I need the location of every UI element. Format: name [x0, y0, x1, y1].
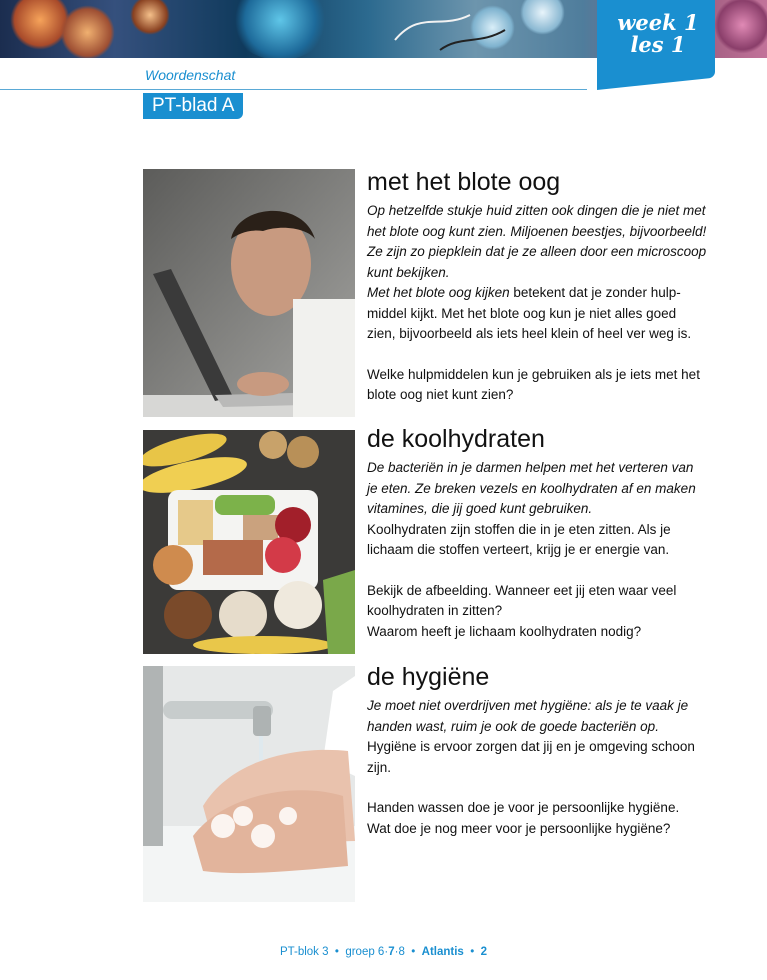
week-label: week 1 [617, 10, 699, 35]
text-line: lichaam die stoffen verteert, krijg je er energie van. [367, 542, 670, 557]
footer-group-end: 8 [398, 946, 405, 958]
text-line: Handen wassen doe je voor je persoonlijke hygiëne. [367, 800, 680, 815]
footer-separator: • [334, 946, 339, 958]
section-label: Woordenschat [145, 67, 236, 83]
text-line: Bekijk de afbeelding. Wanneer eet jij eten waar veel [367, 582, 677, 598]
text-line: blote oog niet kunt zien? [367, 387, 514, 402]
hand-washing-photo [143, 666, 355, 902]
question-text [367, 581, 727, 643]
footer-group-highlight: 7 [388, 946, 395, 958]
question-text [367, 798, 727, 839]
definition-text [367, 283, 727, 345]
entry-koolhydraten [367, 424, 727, 642]
footer-block: PT-blok 3 [279, 946, 329, 958]
context-text [367, 696, 727, 737]
text-line: zien, bijvoorbeeld als iets heel klein of heel ver weg is. [367, 326, 692, 341]
week-lesson-label [610, 12, 706, 56]
text-line: je eten. Ze breken vezels en koolhydraten af en maken [367, 480, 696, 496]
text-line: Koolhydraten zijn stoffen die in je eten zitten. Als je [367, 521, 671, 537]
text-line: Je moet niet overdrijven met hygiëne: als je te vaak je [367, 698, 689, 713]
text-line: Op hetzelfde stukje huid zitten ook dingen die je niet met [367, 203, 706, 218]
text-line: Wat doe je nog meer voor je persoonlijke hygiëne? [367, 820, 671, 836]
text-line: koolhydraten in zitten? [367, 603, 503, 618]
text-line: Ze zijn zo piepklein dat je ze alleen door een microscoop [367, 244, 707, 259]
text-line: kunt bekijken. [367, 264, 450, 280]
man-laptop-photo [143, 169, 355, 417]
page-footer: PT-blok 3 • groep 6·7·8 • Atlantis • 2 [279, 946, 488, 958]
footer-group: groep 6 [345, 946, 385, 958]
context-text [367, 201, 727, 283]
entry-heading: met het blote oog [367, 168, 561, 196]
definition-text [367, 520, 727, 561]
question-text [367, 365, 727, 406]
text-line: zijn. [367, 759, 392, 775]
context-text [367, 458, 727, 520]
footer-title: Atlantis [421, 946, 464, 958]
lesson-label: les 1 [630, 32, 686, 57]
carbohydrate-food-photo [143, 430, 355, 654]
definition-rest: betekent dat je zonder hulp- [509, 285, 681, 300]
text-line: Welke hulpmiddelen kun je gebruiken als je iets met het [367, 366, 700, 382]
header-divider [0, 89, 587, 90]
page-number: 2 [480, 946, 488, 958]
text-line [367, 283, 727, 304]
worksheet-title-badge: PT-blad A [143, 93, 243, 119]
text-line: Waarom heeft je lichaam koolhydraten nodig? [367, 623, 642, 639]
text-line: vitamines, die jij goed kunt gebruiken. [367, 501, 593, 516]
text-line: het blote oog kunt zien. Miljoenen beestjes, bijvoorbeeld! [367, 223, 707, 239]
definition-term: Met het blote oog kijken [367, 285, 510, 300]
footer-separator: • [411, 946, 416, 958]
text-line: De bacteriën in je darmen helpen met het verteren van [367, 460, 694, 475]
text-line: middel kijkt. Met het blote oog kun je niet alles goed [367, 305, 677, 321]
text-line: handen wast, ruim je ook de goede bacteriën op. [367, 718, 659, 734]
entry-hygiene [367, 662, 727, 839]
footer-separator: • [470, 946, 475, 958]
entry-heading: de koolhydraten [367, 425, 545, 453]
entry-heading: de hygiëne [367, 663, 490, 691]
entry-blote-oog [367, 167, 727, 406]
text-line: Hygiëne is ervoor zorgen dat jij en je omgeving schoon [367, 739, 695, 754]
definition-text [367, 737, 727, 778]
